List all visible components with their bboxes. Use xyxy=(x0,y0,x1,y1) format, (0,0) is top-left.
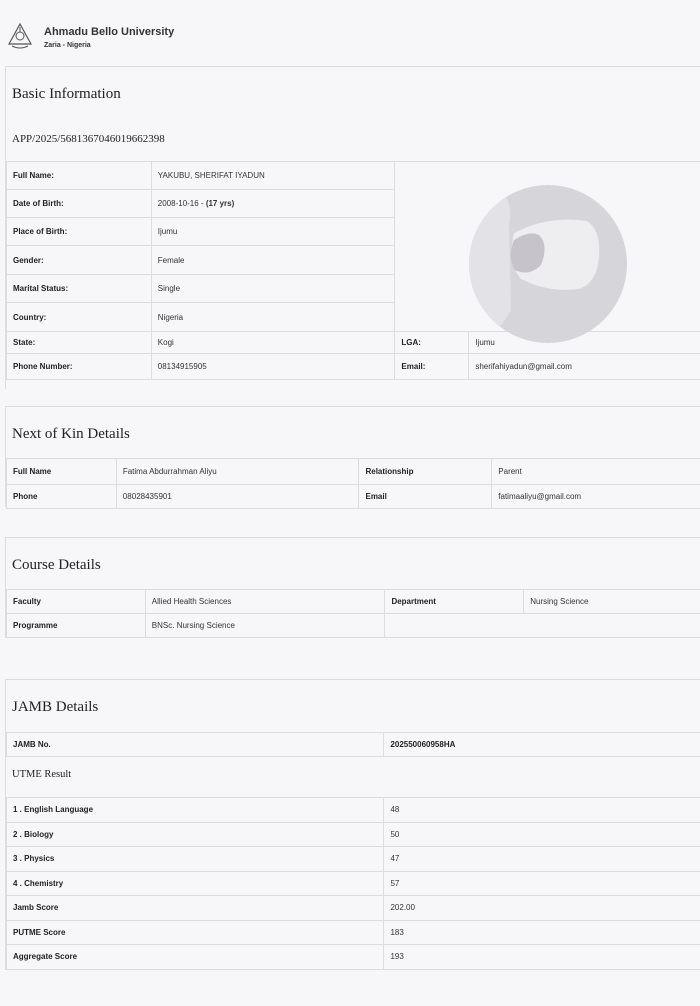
kin-phone-value: 08028435901 xyxy=(116,485,359,509)
next-of-kin-table xyxy=(6,458,700,509)
course-details-section xyxy=(5,537,700,638)
table-row xyxy=(7,822,700,847)
jamb-no-label: JAMB No. xyxy=(7,733,384,757)
utme-result-title: UTME Result xyxy=(12,769,72,780)
jamb-details-section xyxy=(5,679,700,970)
faculty-label: Faculty xyxy=(7,590,146,614)
department-label: Department xyxy=(385,590,524,614)
kin-name-label: Full Name xyxy=(7,459,117,485)
kin-name-value: Fatima Abdurrahman Aliyu xyxy=(116,459,359,485)
table-row xyxy=(7,354,700,380)
lga-value: Ijumu xyxy=(469,332,700,354)
section-title: JAMB Details xyxy=(12,699,99,715)
pob-value: Ijumu xyxy=(151,218,395,246)
utme-score-value: 50 xyxy=(384,822,700,847)
marital-status-value: Single xyxy=(151,275,395,303)
table-row xyxy=(7,847,700,872)
table-row xyxy=(7,733,700,757)
email-value: sherifahiyadun@gmail.com xyxy=(469,354,700,380)
application-number: APP/2025/5681367046019662398 xyxy=(12,133,165,145)
kin-email-value: fatimaaliyu@gmail.com xyxy=(492,485,700,509)
table-row xyxy=(7,871,700,896)
utme-score-value: 183 xyxy=(384,920,700,945)
full-name-label: Full Name: xyxy=(7,162,152,190)
empty-cell xyxy=(385,614,700,638)
phone-value: 08134915905 xyxy=(151,354,395,380)
faculty-value: Allied Health Sciences xyxy=(145,590,385,614)
kin-email-label: Email xyxy=(359,485,492,509)
table-row xyxy=(7,920,700,945)
university-location: Zaria - Nigeria xyxy=(44,42,91,49)
utme-score-value: 57 xyxy=(384,871,700,896)
university-logo-icon xyxy=(6,22,34,50)
utme-score-value: 48 xyxy=(384,798,700,823)
utme-subject-label: 1 . English Language xyxy=(7,798,384,823)
section-title: Next of Kin Details xyxy=(12,426,130,442)
kin-relationship-value: Parent xyxy=(492,459,700,485)
table-row xyxy=(7,485,700,509)
table-row xyxy=(7,614,700,638)
pob-label: Place of Birth: xyxy=(7,218,152,246)
university-name: Ahmadu Bello University xyxy=(44,26,175,38)
age-value: (17 yrs) xyxy=(205,199,235,208)
table-row xyxy=(7,590,700,614)
course-details-table xyxy=(6,589,700,638)
dob-value: 2008-10-16 - (17 yrs) xyxy=(151,190,395,218)
programme-value: BNSc. Nursing Science xyxy=(145,614,385,638)
utme-subject-label: 3 . Physics xyxy=(7,847,384,872)
table-row xyxy=(7,896,700,921)
section-title: Course Details xyxy=(12,557,101,573)
utme-score-value: 47 xyxy=(384,847,700,872)
utme-subject-label: PUTME Score xyxy=(7,920,384,945)
kin-relationship-label: Relationship xyxy=(359,459,492,485)
utme-result-table xyxy=(6,797,700,970)
dob-label: Date of Birth: xyxy=(7,190,152,218)
utme-subject-label: Jamb Score xyxy=(7,896,384,921)
utme-subject-label: Aggregate Score xyxy=(7,945,384,970)
lga-label: LGA: xyxy=(395,332,469,354)
phone-label: Phone Number: xyxy=(7,354,152,380)
country-label: Country: xyxy=(7,303,152,332)
department-value: Nursing Science xyxy=(524,590,700,614)
utme-score-value: 202.00 xyxy=(384,896,700,921)
avatar-placeholder-icon xyxy=(469,185,627,343)
state-label: State: xyxy=(7,332,152,354)
kin-phone-label: Phone xyxy=(7,485,117,509)
table-row xyxy=(7,332,700,354)
table-row xyxy=(7,459,700,485)
table-row xyxy=(7,162,700,190)
basic-information-section xyxy=(5,66,700,389)
next-of-kin-section xyxy=(5,406,700,507)
marital-status-label: Marital Status: xyxy=(7,275,152,303)
state-value: Kogi xyxy=(151,332,395,354)
jamb-no-value: 202550060958HA xyxy=(384,733,700,757)
gender-label: Gender: xyxy=(7,246,152,275)
utme-score-value: 193 xyxy=(384,945,700,970)
gender-value: Female xyxy=(151,246,395,275)
email-label: Email: xyxy=(395,354,469,380)
utme-subject-label: 4 . Chemistry xyxy=(7,871,384,896)
table-row xyxy=(7,798,700,823)
full-name-value: YAKUBU, SHERIFAT IYADUN xyxy=(151,162,395,190)
programme-label: Programme xyxy=(7,614,146,638)
jamb-number-table xyxy=(6,732,700,757)
page-header xyxy=(6,20,696,60)
table-row xyxy=(7,945,700,970)
country-value: Nigeria xyxy=(151,303,395,332)
applicant-photo xyxy=(469,185,627,343)
section-title: Basic Information xyxy=(12,86,121,102)
utme-subject-label: 2 . Biology xyxy=(7,822,384,847)
